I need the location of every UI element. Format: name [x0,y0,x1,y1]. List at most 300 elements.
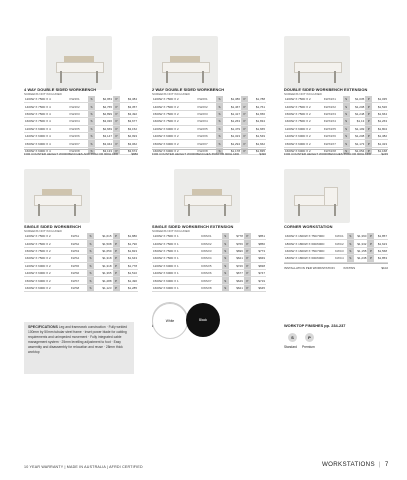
price-table [284,96,388,155]
cell-price: $1,178 [223,147,241,154]
cell-prm: P [241,125,248,132]
cell-code: KWC4 [334,255,347,262]
cell-price2: $1,778 [120,262,139,269]
cell-code: KW2X7 [196,140,216,147]
note-text: FOR COUNTER HEIGHT WORKBENCHES 650H OR 900H ADD [284,152,372,156]
cell-size: 1500W X 600D X 2 [284,140,323,147]
cell-prm: P [113,240,120,247]
cell-std: S [222,233,229,240]
cell-size: 1200W X 750D X 2 [24,233,70,240]
cell-code: KWSX7 [200,277,222,284]
cell-price: $726 [229,262,244,269]
cell-prm: P [113,233,120,240]
cell-std: S [216,103,223,110]
counter-height-note [284,149,388,156]
cell-size: 1400W X 600D X 1 [152,269,200,276]
cell-code: KWSX3 [200,247,222,254]
page-number: 7 [384,461,389,468]
frame-black-swatch[interactable] [186,303,220,337]
product-title: 2 WAY DOUBLE SIDED WORKBENCH [152,87,225,92]
product-image [24,169,90,223]
cell-size: 1500W X 750D X 2 [152,110,196,117]
product-title: CORNER WORKSTATION [284,224,333,229]
cell-std: S [343,96,350,103]
cell-price2: $3,384 [120,96,138,103]
cell-std: S [88,125,95,132]
cell-price: $1,365 [94,269,112,276]
cell-size: 1600W X 750D X 4 [24,118,68,125]
cell-size: 1200W X 750D X 1 [152,233,200,240]
cell-code: KW2X8 [196,147,216,154]
cell-code: KWX2X7 [323,140,343,147]
cell-size: 1400W X 750D X 1 [152,240,200,247]
cell-prm: P [113,277,120,284]
cell-size: 1200W X 600D X 1 [152,262,200,269]
cell-price: $1,199 [350,125,366,132]
cell-code: KWX2X2 [323,103,343,110]
cell-price: $1,208 [350,103,366,110]
cell-std: S [222,255,229,262]
cell-prm: P [113,247,120,254]
cell-price2: $1,623 [374,240,388,247]
table-row [24,284,138,291]
cell-prm: P [113,284,120,291]
leg-shape [74,204,76,216]
table-row [152,110,266,117]
cell-size: 1600W X 750D X 2 [284,118,323,125]
cell-code: KWC1 [334,233,347,240]
cell-prm: P [113,132,120,139]
product-subtitle: SCREENS NOT INCLUDED [284,92,322,96]
section-name: WORKSTATIONS [322,461,375,468]
product-image [284,169,350,223]
cell-price: $1,294 [223,140,241,147]
cell-std: S [88,140,95,147]
cell-code: KW4X7 [68,140,88,147]
cell-size: 1400W X 750D X 2 [284,103,323,110]
cell-code: KWS6 [70,269,87,276]
table-row [152,96,266,103]
table-row [284,240,388,247]
table-row [284,110,388,117]
cell-std: S [87,233,94,240]
cell-size: 1500W X 750D X 2 [24,247,70,254]
product-image [46,36,112,90]
cell-price: $3,133 [95,147,113,154]
leg-shape [188,204,190,216]
cell-price: $1,123 [94,284,112,291]
table-row [284,118,388,125]
cell-price2: $1,510 [120,269,139,276]
section-divider: | [378,461,381,468]
note-price: $880 [131,152,138,156]
cell-price2: $838 [251,262,266,269]
note-code: INSTWS [343,266,356,270]
cell-prm: P [365,118,372,125]
cell-prm: P [244,262,251,269]
cell-price: $621 [229,255,244,262]
table-row [24,247,138,254]
leg-shape [202,71,204,83]
cell-prm: P [365,110,372,117]
cell-std: S [216,147,223,154]
cell-prm: P [113,96,120,103]
table-row [24,269,138,276]
cell-price: $1,035 [350,96,366,103]
table-row [152,269,266,276]
cell-price: $1,248 [350,110,366,117]
cell-std: S [222,262,229,269]
table-row [24,140,138,147]
cell-price2: $1,490 [120,277,139,284]
cell-std: S [343,140,350,147]
cell-size: 1600W X 600D X 2 [24,284,70,291]
cell-prm: P [113,110,120,117]
cell-price2: $1,857 [374,233,388,240]
cell-price2: $3,677 [120,118,138,125]
table-row [152,262,266,269]
cell-price2: $1,788 [248,96,266,103]
cell-code: KWSX6 [200,269,222,276]
table-row [24,132,138,139]
specifications-box [24,322,134,374]
cell-price: $621 [229,284,244,291]
cell-price: $1,318 [94,262,112,269]
table-row [24,255,138,262]
cell-price2: $1,665 [248,125,266,132]
cell-prm: P [113,125,120,132]
cell-std: S [88,96,95,103]
cell-prm: P [241,140,248,147]
cell-std: S [216,96,223,103]
cell-price: $1,238 [354,255,368,262]
cell-price: $2,669 [95,125,113,132]
cell-price: $2,953 [95,96,113,103]
cell-prm: P [241,147,248,154]
note-price: $245 [381,152,388,156]
cell-size: 1400W X 600D X 4 [24,132,68,139]
cell-code: KWX2X6 [323,132,343,139]
table-row [152,103,266,110]
table-row [284,247,388,254]
table-row [24,103,138,110]
product-title: SINGLE SIDED WORKBENCH EXTENSION [152,224,234,229]
cell-size: 1400W X 750D X 4 [24,103,68,110]
cell-price2: $1,664 [372,110,388,117]
product-subtitle: SCREENS NOT INCLUDED [24,92,62,96]
cell-price: $677 [229,269,244,276]
table-row [152,284,266,291]
cell-code: KWS4 [70,255,87,262]
table-row [284,233,388,240]
cell-price2: $1,168 [372,147,388,154]
frame-white-label: White [165,319,175,323]
cell-price: $1,332 [354,240,368,247]
cell-price2: $1,643 [120,255,139,262]
cell-prm: P [113,118,120,125]
cell-price2: $1,323 [372,140,388,147]
cell-prm: P [365,132,372,139]
cell-prm: P [367,233,374,240]
cell-size: 1400W X 600D X 2 [152,132,196,139]
cell-code: KWX2X8 [323,147,343,154]
cell-code: KWX2X5 [323,125,343,132]
cell-code: KWS7 [70,277,87,284]
cell-price2: $3,062 [120,140,138,147]
cell-price: $778 [229,233,244,240]
cell-size: 1500W X 750D X 1 [152,247,200,254]
cell-prm: P [365,103,372,110]
cell-price: $766 [229,240,244,247]
cell-code: KWSX2 [200,240,222,247]
cell-code: KWC2 [334,240,347,247]
cell-size: 1600W X 600D X 1 [152,284,200,291]
cell-code: KW4X5 [68,125,88,132]
cell-price: $3,044 [95,140,113,147]
cell-price: $1,323 [223,132,241,139]
product-title: 4 WAY DOUBLE SIDED WORKBENCH [24,87,97,92]
leg-shape [96,71,98,83]
cell-price2: $851 [251,233,266,240]
cell-code: KW4X6 [68,132,88,139]
table-row [284,96,388,103]
leg-shape [224,204,226,216]
cell-size: 1600W X 1600W X 750/700D [284,233,334,240]
cell-price2: $1,263 [372,118,388,125]
table-row [24,240,138,247]
leg-shape [166,71,168,83]
table-row [284,255,388,262]
cell-std: S [216,125,223,132]
cell-code: KWC3 [334,247,347,254]
counter-height-note [152,149,266,156]
cell-prm: P [113,140,120,147]
cell-std: S [87,277,94,284]
note-price: $102 [381,266,388,270]
cell-size: 1200W X 750D X 4 [24,96,68,103]
cell-size: 1200W X 750D X 2 [284,96,323,103]
cell-std: S [343,118,350,125]
cell-std: S [216,110,223,117]
cell-std: S [343,132,350,139]
installation-note [284,263,388,270]
cell-price2: $1,035 [372,96,388,103]
cell-std: S [222,240,229,247]
cell-price: $1,417 [223,110,241,117]
leg-shape [334,204,336,216]
cell-size: 1400W X 750D X 2 [24,240,70,247]
cell-price2: $1,835 [248,147,266,154]
cell-size: 1600W X 600D X 2 [152,147,196,154]
cell-size: 1500W X 600D X 2 [152,140,196,147]
cell-price: $3,147 [95,132,113,139]
cell-price2: $1,790 [120,240,139,247]
cell-std: S [347,240,354,247]
cell-std: S [88,118,95,125]
cell-price: $696 [229,247,244,254]
cell-code: KWX2X3 [323,110,343,117]
finish-standard-badge[interactable]: S [288,333,297,342]
cell-price2: $3,152 [120,125,138,132]
cell-code: KW2X1 [196,96,216,103]
cell-std: S [87,255,94,262]
cell-price2: $1,804 [372,125,388,132]
price-table [152,233,266,292]
cell-std: S [87,240,94,247]
cell-size: 1600W X 600D X 2 [284,147,323,154]
cell-size: 1200W X 600D X 2 [152,125,196,132]
table-row [152,118,266,125]
cell-std: S [222,277,229,284]
cell-price: $1,659 [94,247,112,254]
cell-size: 1600W X 1600W X 750/700D [284,247,334,254]
cell-code: KWS5 [70,262,87,269]
cell-code: KW2X6 [196,132,216,139]
cell-price2: $1,823 [120,247,139,254]
table-row [24,125,138,132]
cell-size: 1800W X 1800W X 600/600D [284,240,334,247]
table-row [152,140,266,147]
cell-prm: P [244,255,251,262]
product-image [174,169,240,223]
product-image [284,36,350,90]
cell-price2: $2,993 [120,132,138,139]
cell-prm: P [244,277,251,284]
cell-price2: $1,526 [372,103,388,110]
cell-std: S [222,269,229,276]
table-row [24,96,138,103]
cell-price2: $719 [251,277,266,284]
cell-prm: P [113,147,120,154]
product-image [152,36,218,90]
cell-code: KWS3 [70,247,87,254]
table-row [24,118,138,125]
cell-price: $1,615 [94,233,112,240]
table-row [284,125,388,132]
cell-code: KW2X4 [196,118,216,125]
cell-std: S [347,233,354,240]
cell-code: KW4X1 [68,96,88,103]
cell-prm: P [244,240,251,247]
cell-price: $2,899 [95,110,113,117]
cell-price: $1,318 [94,255,112,262]
cell-price2: $3,674 [120,147,138,154]
cell-size: 1500W X 600D X 1 [152,277,200,284]
frame-black-label: Black [198,318,208,322]
table-row [24,233,138,240]
cell-prm: P [365,140,372,147]
product-title: SINGLE SIDED WORKBENCH [24,224,81,229]
finishes-title: WORKTOP FINISHES pp. 234-237 [284,323,346,328]
finish-premium-badge[interactable]: P [305,333,314,342]
cell-std: S [347,255,354,262]
table-row [24,262,138,269]
finish-standard-label: Standard [284,345,297,349]
cell-prm: P [113,103,120,110]
cell-prm: P [241,96,248,103]
cell-std: S [87,269,94,276]
table-row [152,240,266,247]
counter-height-note [24,149,138,156]
cell-price2: $1,853 [374,255,388,262]
cell-price: $1,13 [350,118,366,125]
cell-code: KWS8 [70,284,87,291]
cell-std: S [347,247,354,254]
cell-code: KWSX4 [200,255,222,262]
frame-white-swatch[interactable] [152,303,188,339]
cell-price2: $1,880 [120,233,139,240]
leg-shape [298,204,300,216]
footer-certifications: 10 YEAR WARRANTY | MADE IN AUSTRALIA | AFRDI CERTIFIED [24,465,143,469]
table-row [152,125,266,132]
leg-shape [38,204,40,216]
cell-size: 1400W X 600D X 2 [24,269,70,276]
cell-price: $1,263 [223,118,241,125]
cell-price: $1,054 [350,147,366,154]
cell-size: 1600W X 750D X 2 [152,118,196,125]
note-text: FOR COUNTER HEIGHT WORKBENCHES 650H OR 900H ADD [152,152,240,156]
cell-size: 1200W X 600D X 2 [284,125,323,132]
product-subtitle: SCREENS NOT INCLUDED [152,229,190,233]
cell-price: $1,479 [223,125,241,132]
table-row [152,255,266,262]
cell-code: KWX2X4 [323,118,343,125]
cell-prm: P [241,110,248,117]
cell-price2: $1,761 [248,103,266,110]
table-row [152,132,266,139]
cell-price2: $3,357 [120,103,138,110]
cell-price2: $773 [251,247,266,254]
cell-price: $1,467 [223,103,241,110]
leg-shape [298,71,300,83]
cell-price2: $1,834 [248,118,266,125]
cell-size: 1800W X 1800W X 600/600D [284,255,334,262]
cell-code: KWSX5 [200,262,222,269]
cell-prm: P [367,255,374,262]
cell-std: S [343,125,350,132]
cell-size: 1500W X 600D X 2 [24,277,70,284]
cell-std: S [87,247,94,254]
specifications-text: Leg and framework construction · Fully welded 100mm by 50mm tubular steel frame · Inset power blade for cabling requirements and unimpeded movement · Fully integrated cable management system · 25mm levelling adjustment to foot · Easy assembly and disassembly for relocation and reuse · 28mm thick worktop [28,325,127,354]
cell-price: $1,508 [94,240,112,247]
cell-price2: $1,568 [374,247,388,254]
cell-size: 1400W X 600D X 2 [284,132,323,139]
cell-price2: $645 [251,284,266,291]
cell-std: S [222,284,229,291]
cell-price: $2,765 [95,103,113,110]
cell-price2: $1,382 [372,132,388,139]
cell-size: 1500W X 750D X 4 [24,110,68,117]
cell-std: S [87,262,94,269]
cell-price: $1,360 [354,233,368,240]
cell-prm: P [113,269,120,276]
cell-price2: $1,656 [248,110,266,117]
cell-code: KWX2X1 [323,96,343,103]
cell-std: S [88,132,95,139]
cell-prm: P [365,147,372,154]
cell-prm: P [244,247,251,254]
cell-code: KW4X4 [68,118,88,125]
cell-code: KW4X2 [68,103,88,110]
table-row [24,277,138,284]
table-row [284,103,388,110]
cell-size: 1500W X 750D X 2 [284,110,323,117]
cell-std: S [88,147,95,154]
specifications-heading: SPECIFICATIONS [28,325,58,329]
cell-prm: P [244,233,251,240]
cell-size: 1200W X 600D X 4 [24,125,68,132]
cell-price: $1,386 [223,96,241,103]
